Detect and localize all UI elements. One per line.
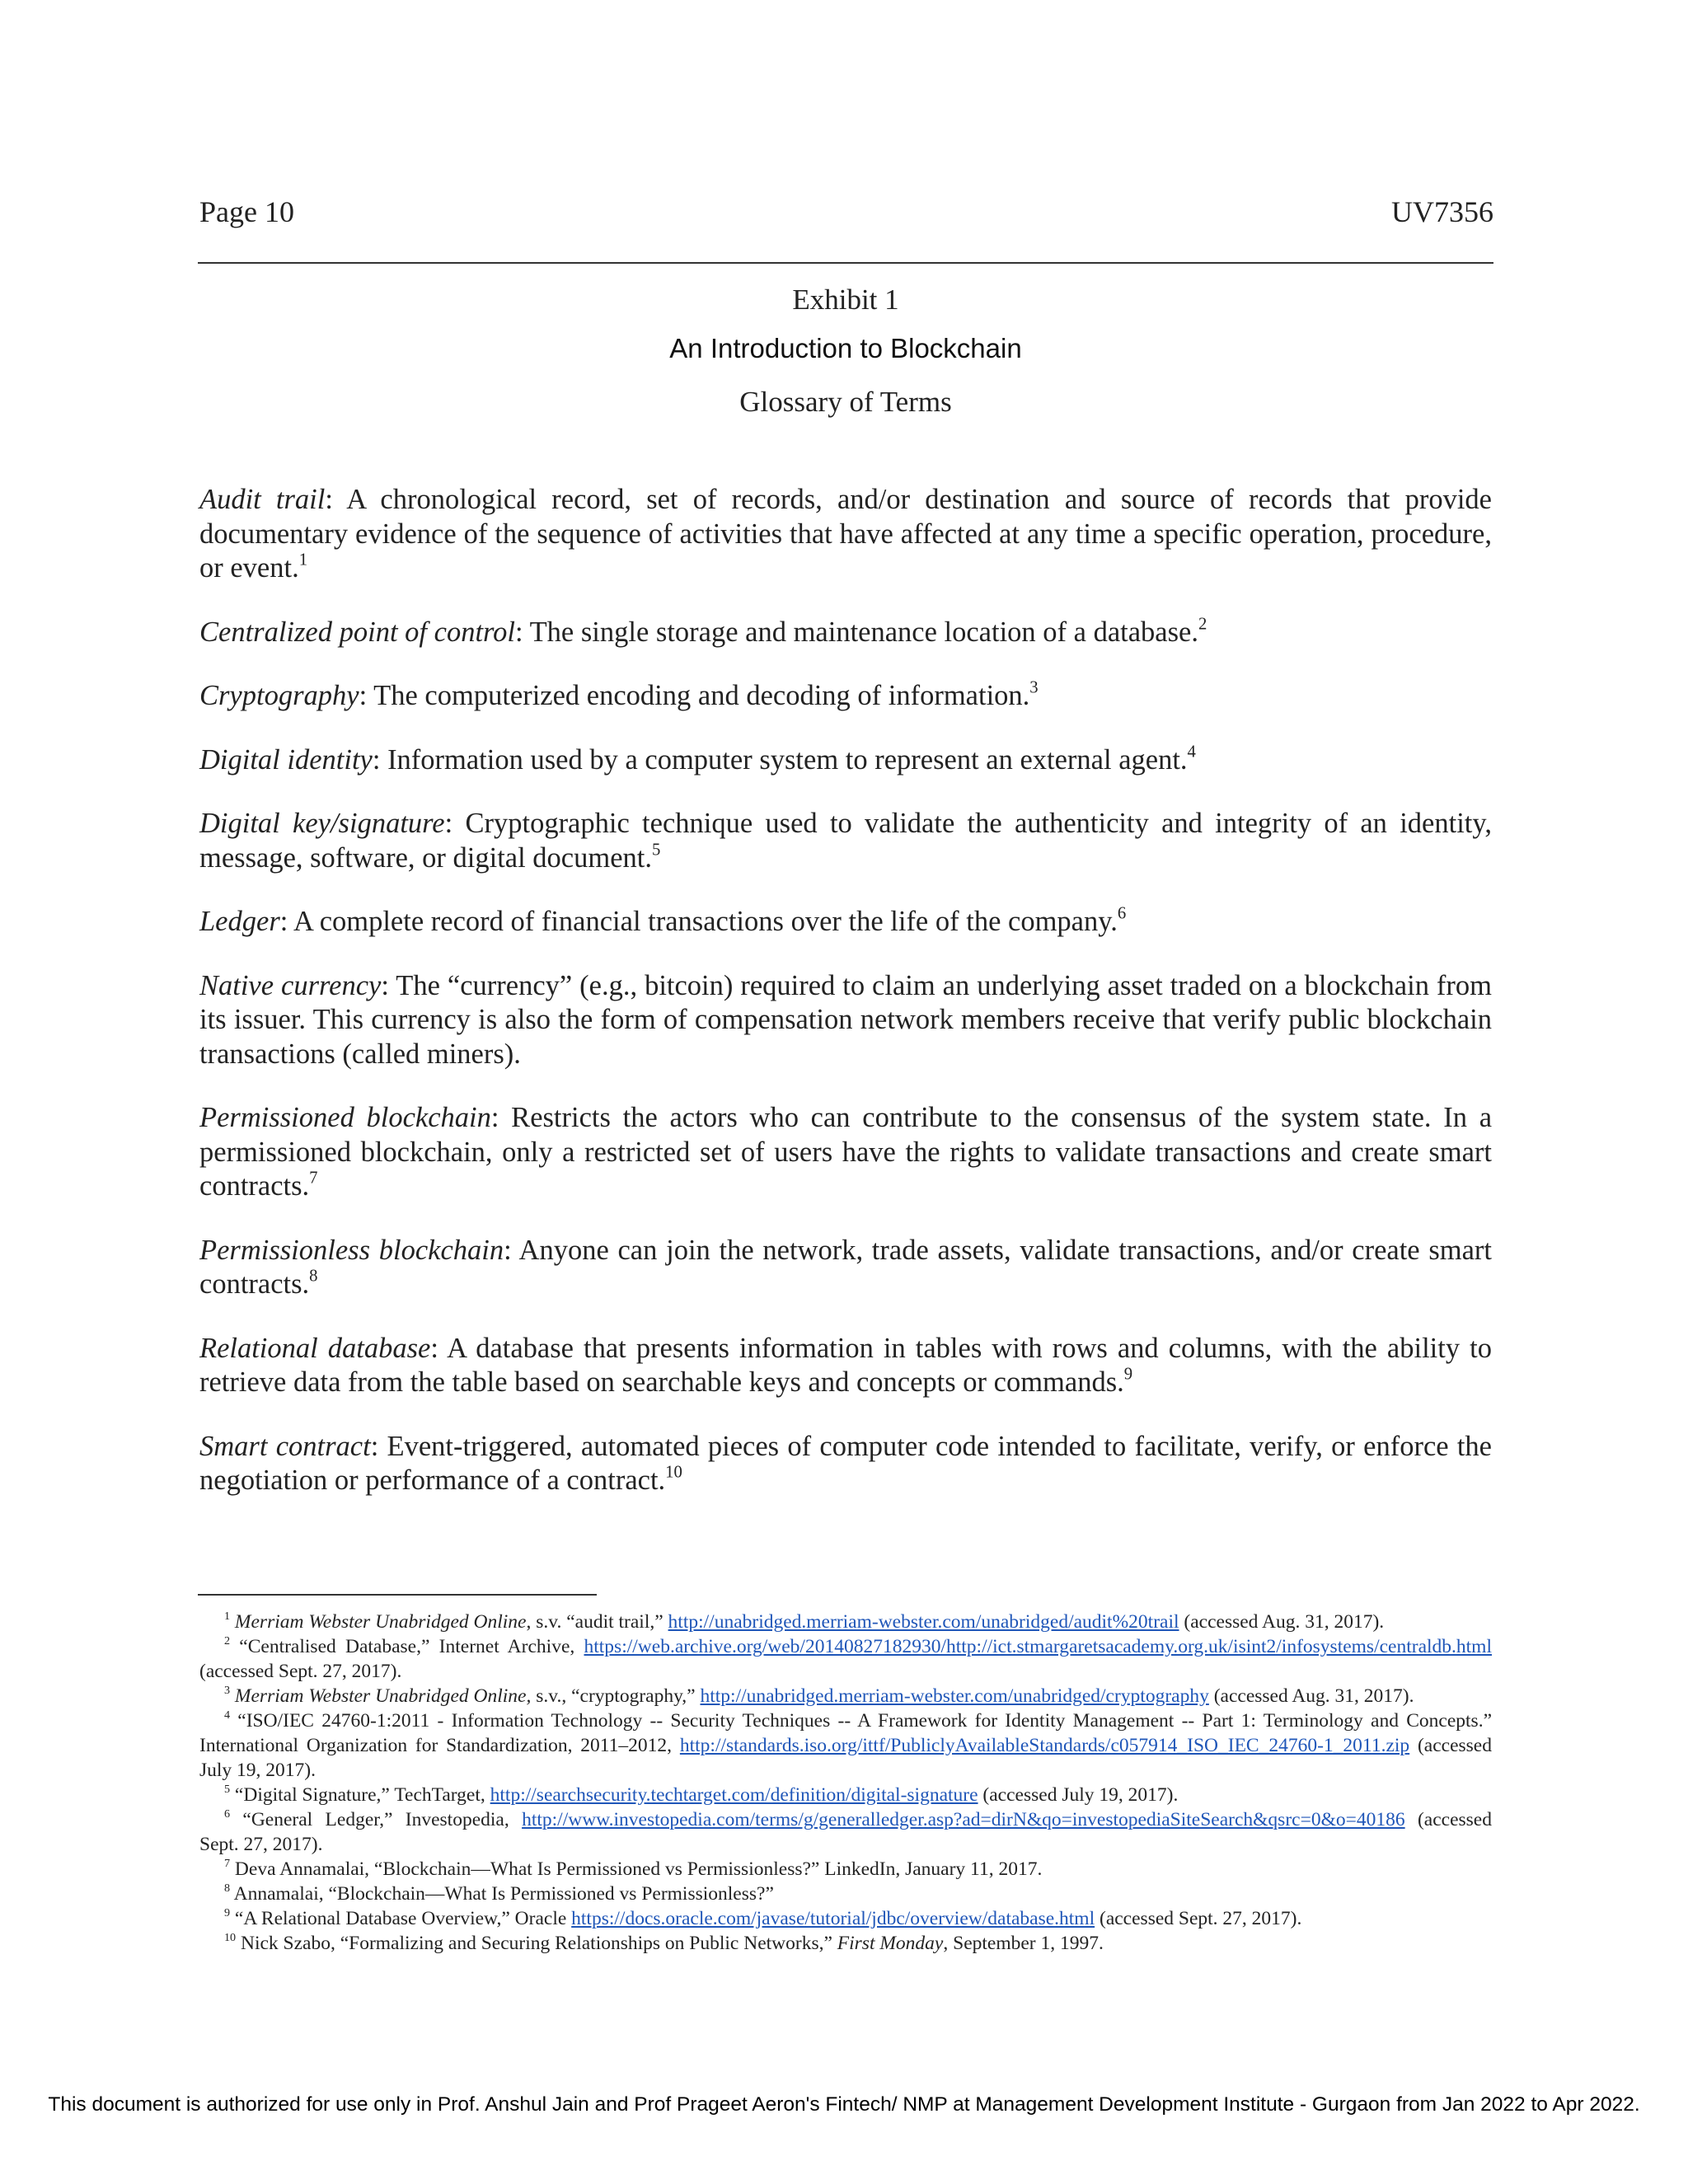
footnote-ref: 3	[1029, 678, 1039, 697]
header-divider	[198, 262, 1493, 264]
footnote-link[interactable]: https://docs.oracle.com/javase/tutorial/jdbc/overview/database.html	[571, 1908, 1095, 1929]
footnote-8	[199, 1882, 1492, 1906]
footnote-ref: 1	[298, 551, 308, 569]
footnote-ref: 2	[1198, 615, 1207, 634]
footnote-ref: 8	[309, 1267, 318, 1286]
glossary-definition: : Event-triggered, automated pieces of computer code intended to facilitate, verify, or enforce the negotiation or performance of a contract.	[199, 1430, 1492, 1496]
glossary-term: Permissioned blockchain	[199, 1102, 491, 1133]
footnote-tail: (accessed Sept. 27, 2017).	[199, 1809, 1492, 1855]
glossary-term: Ledger	[199, 906, 280, 937]
footnote-ref: 5	[651, 841, 661, 860]
footnote-source: First Monday	[837, 1933, 944, 1954]
footnote-text: “Centralised Database,” Internet Archive,	[230, 1636, 584, 1657]
footnote-divider	[198, 1594, 597, 1596]
footnote-number: 8	[224, 1882, 231, 1896]
footnote-number: 9	[224, 1906, 231, 1920]
glossary-list	[199, 483, 1492, 1528]
footnote-number: 4	[224, 1708, 231, 1722]
glossary-definition: : A database that presents information in tables with rows and columns, with the ability to retrieve data from the table based on searchable keys and concepts or commands.	[199, 1332, 1492, 1398]
footnote-3	[199, 1684, 1492, 1708]
glossary-term: Native currency	[199, 969, 382, 1001]
page-number: Page 10	[199, 195, 294, 228]
footnote-5	[199, 1783, 1492, 1807]
footnote-source: Merriam Webster Unabridged Online	[234, 1611, 527, 1633]
footnote-tail: (accessed Sept. 27, 2017).	[199, 1661, 402, 1682]
footnote-ref: 6	[1117, 904, 1127, 923]
footnote-number: 2	[224, 1634, 231, 1648]
glossary-term: Digital key/signature	[199, 808, 445, 839]
glossary-definition: : Cryptographic technique used to validate the authenticity and integrity of an identity, message, software, or digital document.	[199, 808, 1492, 874]
footnote-link[interactable]: http://www.investopedia.com/terms/g/generalledger.asp?ad=dirN&qo=investopediaSiteSearch&qsrc=0&o=40186	[522, 1809, 1405, 1830]
footnote-number: 7	[224, 1857, 231, 1871]
footnote-link[interactable]: http://unabridged.merriam-webster.com/unabridged/audit%20trail	[668, 1611, 1179, 1633]
footnote-9	[199, 1906, 1492, 1931]
glossary-entry	[199, 969, 1492, 1072]
glossary-term: Digital identity	[199, 743, 373, 776]
footnote-1	[199, 1610, 1492, 1634]
document-id: UV7356	[1391, 195, 1493, 228]
footnote-text: , s.v. “audit trail,”	[526, 1611, 668, 1633]
footnote-text: “Digital Signature,” TechTarget,	[230, 1784, 490, 1806]
footnote-ref: 10	[665, 1463, 682, 1482]
footnote-7	[199, 1857, 1492, 1882]
exhibit-label: Exhibit 1	[792, 284, 899, 316]
footnote-text: Nick Szabo, “Formalizing and Securing Relationships on Public Networks,”	[236, 1933, 837, 1954]
glossary-entry	[199, 905, 1492, 940]
glossary-term: Relational database	[199, 1332, 431, 1364]
glossary-entry	[199, 616, 1492, 650]
footnote-ref: 4	[1187, 743, 1196, 762]
glossary-definition: : Anyone can join the network, trade assets, validate transactions, and/or create smart contracts.	[199, 1234, 1493, 1300]
footnote-ref: 9	[1123, 1365, 1133, 1384]
footnote-tail: (accessed July 19, 2017).	[978, 1784, 1179, 1806]
glossary-term: Cryptography	[199, 680, 359, 711]
footnote-number: 10	[224, 1931, 237, 1945]
glossary-definition: : Information used by a computer system to represent an external agent.	[372, 743, 1188, 776]
footnote-link[interactable]: https://web.archive.org/web/20140827182930/http://ict.stmargaretsacademy.org.uk/isint2/infosystems/centraldb.html	[584, 1636, 1492, 1657]
glossary-entry	[199, 483, 1492, 586]
footnote-6	[199, 1807, 1492, 1857]
authorization-notice: This document is authorized for use only in Prof. Anshul Jain and Prof Prageet Aeron's Fintech/ NMP at Management Development Institute - Gurgaon from Jan 2022 to Apr 2022.	[48, 2093, 1640, 2116]
footnote-number: 1	[224, 1610, 231, 1624]
glossary-entry	[199, 1234, 1492, 1302]
footnote-text: Annamalai, “Blockchain—What Is Permissioned vs Permissionless?”	[230, 1883, 774, 1905]
glossary-definition: : A complete record of financial transactions over the life of the company.	[279, 906, 1118, 937]
footnote-link[interactable]: http://unabridged.merriam-webster.com/unabridged/cryptography	[700, 1685, 1209, 1707]
exhibit-subtitle: Glossary of Terms	[739, 386, 952, 418]
glossary-entry	[199, 679, 1492, 714]
footnote-number: 6	[224, 1807, 231, 1821]
glossary-entry	[199, 1332, 1492, 1400]
footnote-link[interactable]: http://standards.iso.org/ittf/PubliclyAvailableStandards/c057914_ISO_IEC_24760-1_2011.zip	[679, 1735, 1410, 1756]
footnote-ref: 7	[309, 1169, 318, 1188]
page-header	[198, 194, 1493, 236]
glossary-entry	[199, 1101, 1492, 1204]
glossary-entry	[199, 807, 1492, 875]
glossary-definition: : The single storage and maintenance location of a database.	[515, 616, 1198, 648]
glossary-term: Permissionless blockchain	[199, 1234, 504, 1266]
footnote-text: s.v., “cryptography,”	[531, 1685, 701, 1707]
glossary-definition: : Restricts the actors who can contribute to the consensus of the system state. In a permissioned blockchain, only a restricted set of users have the rights to validate transactions and create smart contracts.	[199, 1102, 1493, 1202]
footnote-text: Deva Annamalai, “Blockchain—What Is Permissioned vs Permissionless?” LinkedIn, January 11, 2017.	[230, 1858, 1043, 1880]
glossary-definition: : The “currency” (e.g., bitcoin) required to claim an underlying asset traded on a blockchain from its issuer. This currency is also the form of compensation network members receive that verify public blockchain transactions (called miners).	[199, 969, 1492, 1070]
footnote-text: “ISO/IEC 24760-1:2011 - Information Technology -- Security Techniques -- A Framework for Identity Management -- Part 1: Terminology and Concepts.” International Organization for Standardization, 2011–2012,	[199, 1710, 1492, 1756]
exhibit-title: An Introduction to Blockchain	[669, 333, 1022, 363]
footnote-number: 3	[224, 1684, 231, 1698]
footnote-tail: (accessed Aug. 31, 2017).	[1208, 1685, 1414, 1707]
glossary-definition: : The computerized encoding and decoding of information.	[359, 680, 1030, 711]
footnote-number: 5	[224, 1783, 231, 1797]
footnote-tail: , September 1, 1997.	[943, 1933, 1104, 1954]
footnote-tail: (accessed July 19, 2017).	[199, 1735, 1492, 1781]
footnotes	[199, 1610, 1492, 1956]
glossary-definition: : A chronological record, set of records, and/or destination and source of records that provide documentary evidence of the sequence of activities that have affected at any time a specific operation, procedure, or event.	[199, 484, 1492, 583]
footnote-link[interactable]: http://searchsecurity.techtarget.com/definition/digital-signature	[490, 1784, 978, 1806]
glossary-entry	[199, 1430, 1492, 1498]
footnote-10	[199, 1931, 1492, 1956]
footnote-2	[199, 1634, 1492, 1684]
footnote-4	[199, 1708, 1492, 1783]
glossary-term: Audit trail	[199, 484, 326, 515]
footnote-source: Merriam Webster Unabridged Online,	[234, 1685, 532, 1707]
footnote-text: “A Relational Database Overview,” Oracle	[230, 1908, 572, 1929]
glossary-term: Smart contract	[199, 1430, 371, 1462]
footnote-tail: (accessed Aug. 31, 2017).	[1179, 1611, 1385, 1633]
footnote-text: “General Ledger,” Investopedia,	[230, 1809, 523, 1830]
glossary-term: Centralized point of control	[199, 616, 516, 648]
glossary-entry	[199, 743, 1492, 778]
footnote-tail: (accessed Sept. 27, 2017).	[1095, 1908, 1302, 1929]
